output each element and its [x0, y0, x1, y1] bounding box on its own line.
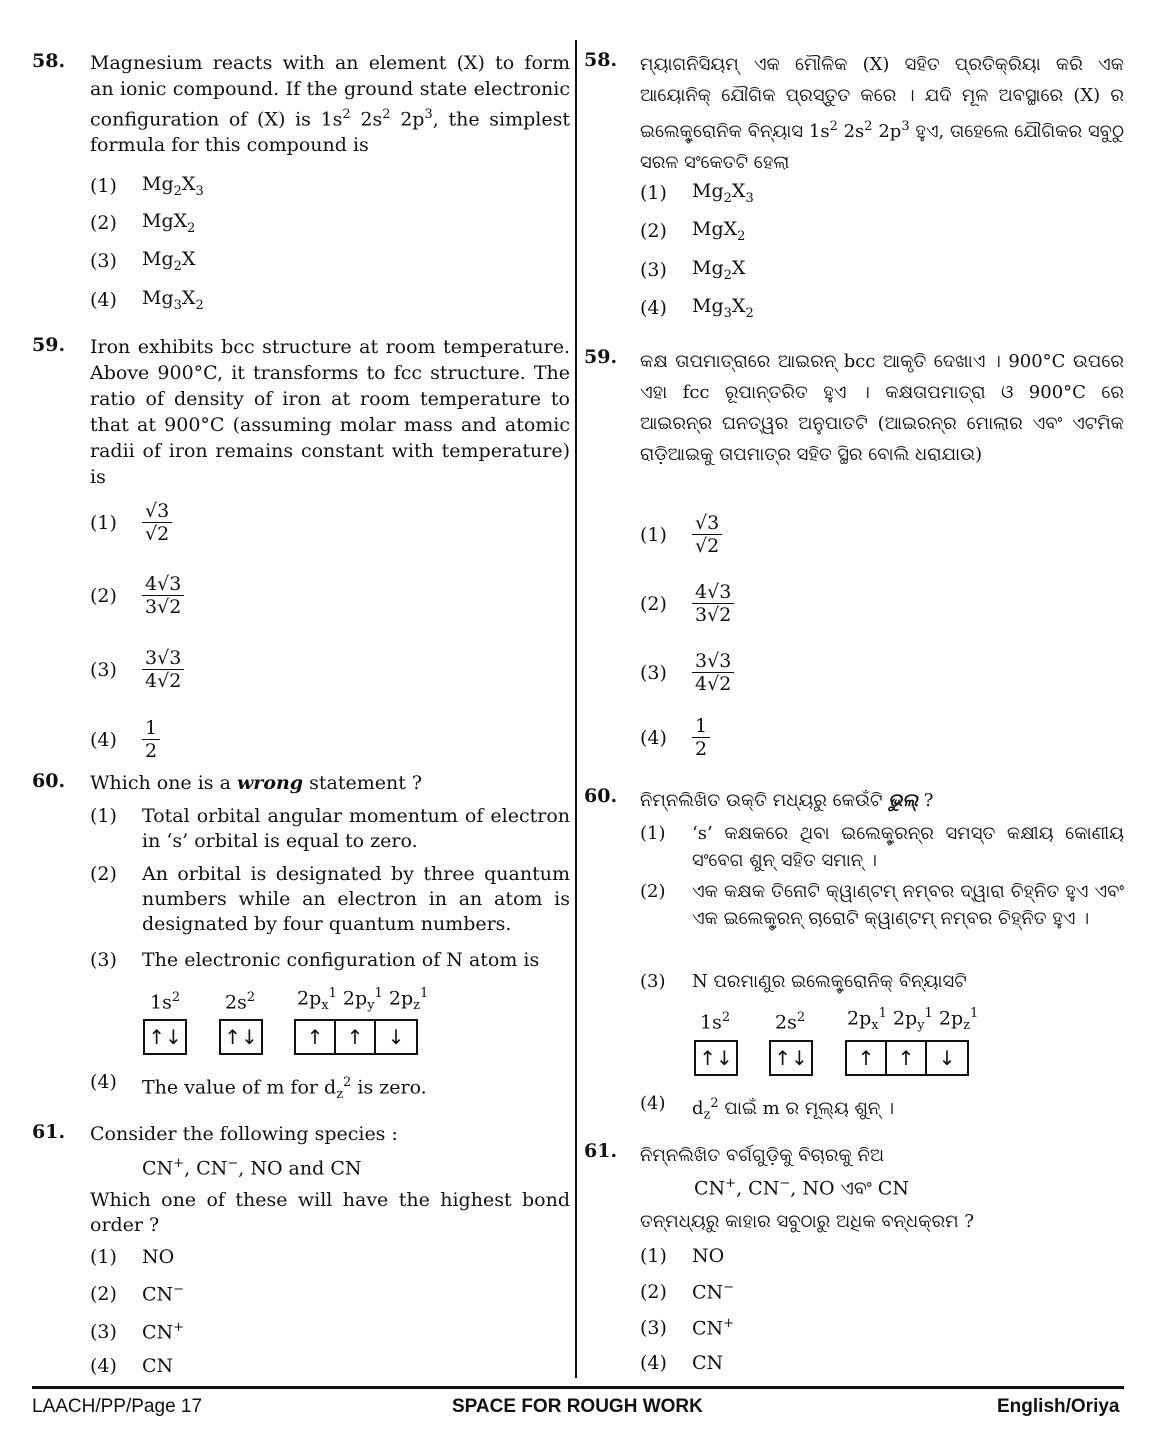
orbital-label-2p: $2p_x^1$ $2p_y^1$ $2p_z^1$	[297, 986, 429, 1014]
question-60	[584, 785, 1124, 816]
option-59-1[interactable]: (1) $\frac{√3}{√2}$	[640, 512, 722, 557]
footer-page-code: LAACH/PP/Page 17	[32, 1396, 203, 1417]
question-stem: ନିମ୍ନଲିଖିତ ଉକ୍ତି ମଧ୍ୟରୁ କେଉଁଟି ଭୁଲ୍ ?	[640, 790, 934, 811]
option-59-4[interactable]: (4) $\frac{1}{2}$	[640, 715, 710, 760]
orbital-label-1s: $1s^2$	[150, 990, 181, 1014]
option-60-3[interactable]: (3) N ପରମାଣୁର ଇଲେକ୍ଟ୍ରୋନିକ୍ ବିନ୍ୟାସଟି	[640, 971, 967, 992]
option-60-2[interactable]: (2) ଏକ କକ୍ଷକ ତିନୋଟି କ୍ୱାଣ୍ଟମ୍ ନମ୍ବର ଦ୍ୱାରା ଚିହ୍ନିତ ହୁଏ ଏବଂ ଏକ ଇଲେକ୍ଟ୍ରନ୍ ଚାରୋଟି କ୍ୱାଣ୍ଟମ୍ ନମ୍ବର ଚିହ୍ନିତ ହୁଏ ।	[640, 881, 1124, 929]
orbital-box-2p: ↑ ↑ ↓	[845, 1040, 969, 1076]
orbital-label-2p: $2p_x^1$ $2p_y^1$ $2p_z^1$	[847, 1006, 979, 1034]
question-58	[584, 49, 1124, 178]
option-61-3[interactable]: (3) CN+	[640, 1316, 735, 1340]
option-58-3[interactable]: (3) $Mg_2X$	[640, 257, 746, 283]
question-61-ask: Which one of these will have the highest bond order ?	[90, 1189, 570, 1236]
question-stem: କକ୍ଷ ତାପମାତ୍ରାରେ ଆଇରନ୍ bcc ଆକୃତି ଦେଖାଏ । 900°C ଉପରେ ଏହା fcc ରୂପାନ୍ତରିତ ହୁଏ । କକ୍ଷତାପମାତ୍ରା ଓ 900°C ରେ ଆଇରନ୍‌ର ଘନତ୍ୱର ଅନୁପାତଟି (ଆଇରନ୍‌ର ମୋଲାର ଏବଂ ଏଟମିକ ରାଡ଼ିଆଇକୁ ତାପମାତ୍ର ସହିତ ସ୍ଥିର ବୋଲି ଧରାଯାଉ)	[640, 351, 1124, 465]
question-61	[32, 1121, 570, 1147]
option-61-4[interactable]: (4) CN	[640, 1352, 724, 1374]
option-60-3[interactable]: (3) The electronic configuration of N atom is	[90, 949, 540, 971]
option-58-4[interactable]: (4) $Mg_3X_2$	[640, 295, 754, 321]
orbital-box-2p: ↑ ↑ ↓	[294, 1019, 418, 1055]
question-59	[32, 334, 570, 490]
question-stem: Magnesium reacts with an element (X) to form an ionic compound. If the ground state electronic configuration of (X) is $1s^2$ $2s^2$ $2p^3$, the simplest formula for this compound is	[90, 52, 570, 157]
option-58-2[interactable]: (2) MgX$_2$	[90, 210, 196, 236]
footer-rough-work: SPACE FOR ROUGH WORK	[452, 1396, 703, 1417]
footer-rule	[32, 1386, 1124, 1389]
option-58-2[interactable]: (2) MgX$_2$	[640, 218, 746, 244]
option-60-4[interactable]: (4) The value of m for $d_z^2$ is zero.	[90, 1071, 427, 1103]
species-list: CN+, CN−, NO ଏବଂ CN	[694, 1176, 909, 1200]
option-58-3[interactable]: (3) $Mg_2X$	[90, 248, 196, 274]
question-number: 58.	[32, 50, 66, 72]
question-stem: ନିମ୍ନଲିଖିତ ବର୍ଗଗୁଡ଼ିକୁ ବିଚାରକୁ ନିଅ	[640, 1145, 885, 1166]
option-59-2[interactable]: (2) $\frac{4√3}{3√2}$	[90, 573, 184, 618]
footer-language: English/Oriya	[997, 1396, 1120, 1417]
option-60-1[interactable]: (1) ‘s’ କକ୍ଷକରେ ଥିବା ଇଲେକ୍ଟ୍ରନ୍‌ର ସମସ୍ତ କକ୍ଷୀୟ କୋଣୀୟ ସଂବେଗ ଶୁନ୍ ସହିତ ସମାନ୍ ।	[640, 823, 1124, 871]
question-58	[32, 50, 570, 158]
option-58-1[interactable]: (1) $Mg_2X_3$	[640, 180, 754, 206]
option-61-1[interactable]: (1) NO	[90, 1246, 175, 1268]
question-59	[584, 346, 1124, 470]
question-61-ask: ତନ୍ମଧ୍ୟରୁ କାହାର ସବୁଠାରୁ ଅଧିକ ବନ୍ଧକ୍ରମ ?	[640, 1211, 975, 1232]
orbital-box-2s: ↑↓	[219, 1019, 263, 1055]
orbital-box-1s: ↑↓	[694, 1040, 738, 1076]
option-60-1[interactable]: (1) Total orbital angular momentum of electron in ‘s’ orbital is equal to zero.	[90, 805, 570, 852]
orbital-label-2s: $2s^2$	[225, 990, 256, 1014]
question-60	[32, 770, 570, 796]
orbital-box-2s: ↑↓	[769, 1040, 813, 1076]
orbital-label-2s: $2s^2$	[775, 1010, 806, 1034]
question-number: 60.	[584, 785, 618, 807]
question-stem: Consider the following species :	[90, 1123, 398, 1145]
option-59-3[interactable]: (3) $\frac{3√3}{4√2}$	[90, 647, 184, 692]
question-number: 59.	[584, 346, 618, 368]
option-59-2[interactable]: (2) $\frac{4√3}{3√2}$	[640, 581, 734, 626]
question-number: 59.	[32, 334, 66, 356]
question-stem: Iron exhibits bcc structure at room temperature. Above 900°C, it transforms to fcc structure. The ratio of density of iron at room temperature to that at 900°C (assuming molar mass and atomic radii of iron remains constant with temperature) is	[90, 336, 570, 488]
orbital-label-1s: $1s^2$	[700, 1010, 731, 1034]
option-59-3[interactable]: (3) $\frac{3√3}{4√2}$	[640, 650, 734, 695]
option-61-1[interactable]: (1) NO	[640, 1245, 725, 1267]
option-59-4[interactable]: (4) $\frac{1}{2}$	[90, 717, 160, 762]
species-list: CN+, CN−, NO and CN	[142, 1156, 362, 1180]
question-61	[584, 1140, 1124, 1171]
question-number: 60.	[32, 770, 66, 792]
question-stem: Which one is a wrong statement ?	[90, 772, 423, 794]
option-60-2[interactable]: (2) An orbital is designated by three quantum numbers while an electron in an atom is designated by four quantum numbers.	[90, 863, 570, 935]
column-divider	[575, 40, 577, 1378]
orbital-box-1s: ↑↓	[143, 1019, 187, 1055]
option-61-4[interactable]: (4) CN	[90, 1355, 174, 1377]
question-number: 61.	[584, 1140, 618, 1162]
option-58-4[interactable]: (4) $Mg_3X_2$	[90, 287, 204, 313]
option-61-2[interactable]: (2) CN−	[90, 1282, 185, 1306]
option-61-2[interactable]: (2) CN−	[640, 1280, 735, 1304]
question-number: 61.	[32, 1121, 66, 1143]
option-59-1[interactable]: (1) $\frac{√3}{√2}$	[90, 500, 172, 545]
question-stem: ମ୍ୟାଗନିସିୟମ୍ ଏକ ମୌଳିକ (X) ସହିତ ପ୍ରତିକ୍ରିୟା କରି ଏକ ଆୟୋନିକ୍ ଯୌଗିକ ପ୍ରସ୍ତୁତ କରେ । ଯଦି ମୂଳ ଅବସ୍ଥାରେ (X) ର ଇଲେକ୍ଟ୍ରୋନିକ ବିନ୍ୟାସ $1s^2$ $2s^2$ $2p^3$ ହୁଏ, ତାହେଲେ ଯୌଗିକର ସବୁଠୁ ସରଳ ସଂକେତଟି ହେଲା	[640, 54, 1124, 173]
option-61-3[interactable]: (3) CN+	[90, 1320, 185, 1344]
question-number: 58.	[584, 49, 618, 71]
option-60-4[interactable]: (4) $d_z^2$ ପାଇଁ m ର ମୂଲ୍ୟ ଶୁନ୍ ।	[640, 1093, 895, 1123]
option-58-1[interactable]: (1) $Mg_2X_3$	[90, 173, 204, 199]
